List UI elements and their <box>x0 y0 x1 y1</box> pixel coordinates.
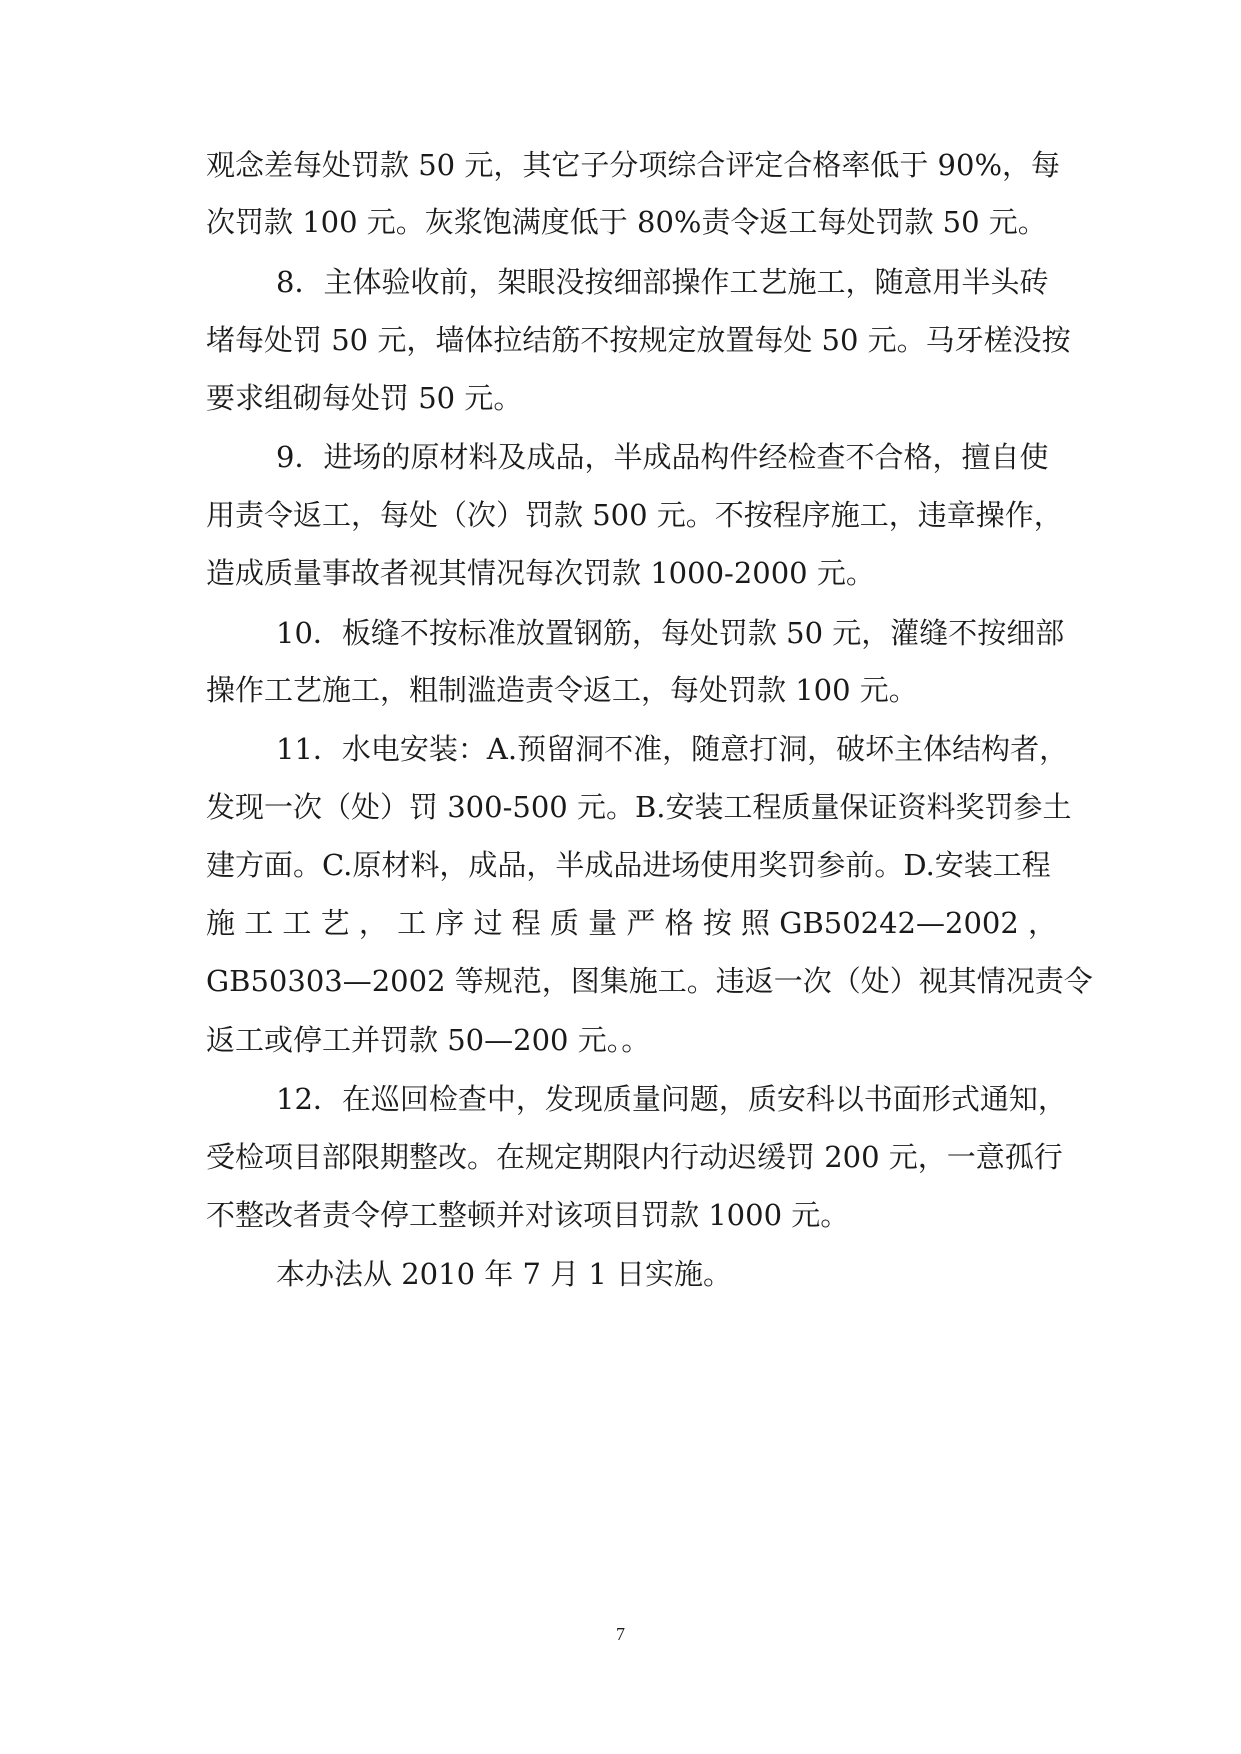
paragraph-11-start: 11．水电安装：A.预留洞不准，随意打洞，破坏主体结构者， <box>276 732 1069 766</box>
text-line: 用责令返工，每处（次）罚款 500 元。不按程序施工，违章操作， <box>206 498 1063 532</box>
text-line: 返工或停工并罚款 50—200 元。。 <box>206 1023 651 1057</box>
paragraph-8-start: 8．主体验收前，架眼没按细部操作工艺施工，随意用半头砖 <box>276 265 1049 299</box>
text-line: 要求组砌每处罚 50 元。 <box>206 381 523 415</box>
paragraph-9-start: 9．进场的原材料及成品，半成品构件经检查不合格，擅自使 <box>276 440 1049 474</box>
paragraph-10-start: 10．板缝不按标准放置钢筋，每处罚款 50 元，灌缝不按细部 <box>276 616 1065 650</box>
effective-date-line: 本办法从 2010 年 7 月 1 日实施。 <box>276 1257 733 1291</box>
text-line: 观念差每处罚款 50 元，其它子分项综合评定合格率低于 90%，每 <box>206 148 1061 182</box>
text-line: 施 工 工 艺 ， 工 序 过 程 质 量 严 格 按 照 GB50242—2002 ， <box>206 906 1058 940</box>
paragraph-12-start: 12．在巡回检查中，发现质量问题，质安科以书面形式通知， <box>276 1082 1067 1116</box>
text-line: 次罚款 100 元。灰浆饱满度低于 80%责令返工每处罚款 50 元。 <box>206 205 1047 239</box>
text-line: 不整改者责令停工整顿并对该项目罚款 1000 元。 <box>206 1198 850 1232</box>
page-number: 7 <box>616 1624 625 1644</box>
text-line: 堵每处罚 50 元，墙体拉结筋不按规定放置每处 50 元。马牙槎没按 <box>206 323 1071 357</box>
text-line: 造成质量事故者视其情况每次罚款 1000-2000 元。 <box>206 556 875 590</box>
text-line: GB50303—2002 等规范，图集施工。违返一次（处）视其情况责令 <box>206 964 1093 998</box>
text-line: 建方面。C.原材料，成品，半成品进场使用奖罚参前。D.安装工程 <box>206 848 1051 882</box>
text-line: 受检项目部限期整改。在规定期限内行动迟缓罚 200 元，一意孤行 <box>206 1140 1063 1174</box>
text-line: 操作工艺施工，粗制滥造责令返工，每处罚款 100 元。 <box>206 673 918 707</box>
text-line: 发现一次（处）罚 300-500 元。B.安装工程质量保证资料奖罚参土 <box>206 790 1072 824</box>
